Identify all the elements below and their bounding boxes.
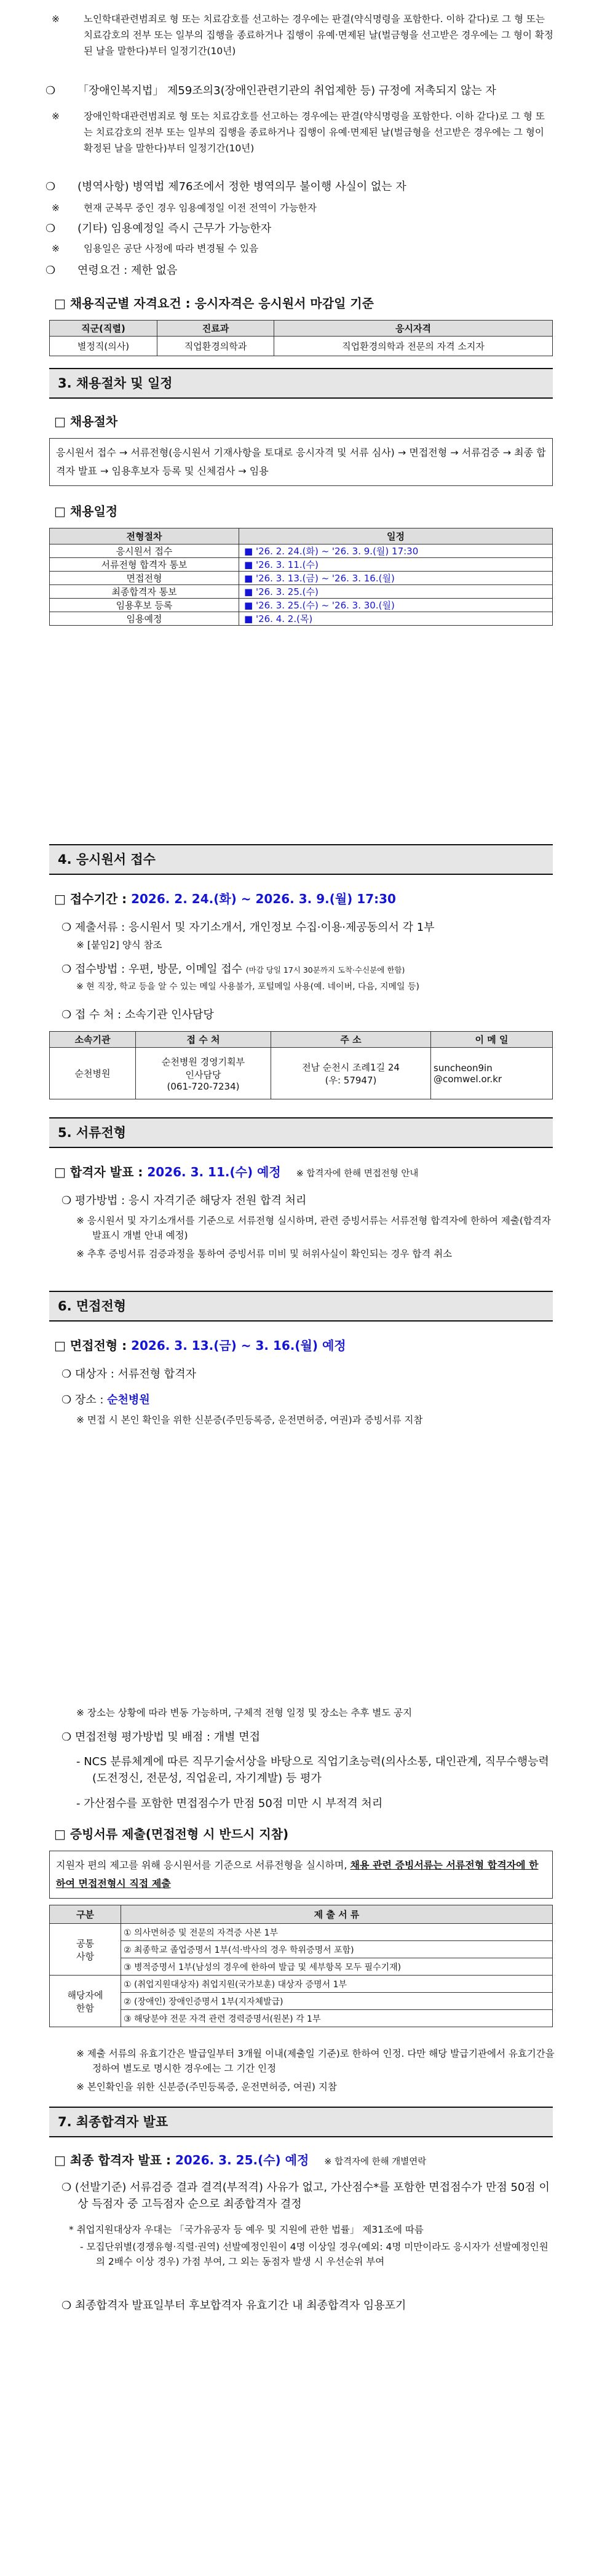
table-row <box>50 585 553 599</box>
table-row <box>50 2010 553 2027</box>
section-5-header: 5. 서류전형 <box>49 1117 553 1148</box>
proof-group-label-line: 한함 <box>76 2002 94 2014</box>
table-header: 주 소 <box>271 1032 431 1048</box>
interview-label: □ 면접전형 : <box>54 1338 132 1353</box>
method-text: ❍ 접수방법 : 우편, 방문, 이메일 접수 <box>61 963 243 976</box>
schedule-date-cell <box>239 572 553 585</box>
age-item <box>46 262 553 279</box>
bullet-icon: ■ <box>244 600 256 611</box>
process-box: 응시원서 접수 → 서류전형(응시원서 기재사항을 토대로 응시자격 및 서류 심사) → 면접전형 → 서류검증 → 최종 합격자 발표 → 임용후보자 등록 및 신체검사 → 임용 <box>49 438 553 486</box>
veteran-note: * 취업지원대상자 우대는 「국가유공자 등 예우 및 지원에 관한 법률」 제31조에 따름 <box>69 2224 424 2235</box>
schedule-date-cell <box>239 585 553 599</box>
appointment-note <box>52 241 553 256</box>
proof-item: ② 최종학교 졸업증명서 1부(석·박사의 경우 학위증명서 포함) <box>121 1941 553 1958</box>
result-label: □ 합격자 발표 : <box>54 1165 148 1179</box>
elder-abuse-note: ※ 노인학대관련범죄로 형 또는 치료감호를 선고하는 경우에는 판결(약식명령을 포함한다. 이하 같다)로 그 형 또는 치료감호의 전부 또는 일부의 집행을 종료하거나 집행이 유예·면제된 날(벌금형을 선고받은 경우에는 그 형이 확정된 날을 말한다)부터 일정기간(10년) <box>52 14 553 57</box>
venue-label: ❍ 장소 : <box>61 1394 108 1406</box>
section-4-header: 4. 응시원서 접수 <box>49 844 553 875</box>
target-item: ❍ 대상자 : 서류전형 합격자 <box>61 1368 196 1381</box>
table-row <box>50 612 553 626</box>
proof-table <box>49 1905 553 2027</box>
disability-law-text: ❍ 「장애인복지법」 제59조의3(장애인관련기관의 취업제한 등) 규정에 저촉되지 않는 자 <box>46 84 496 97</box>
table-row <box>50 1976 553 1993</box>
availability-text: ❍ (기타) 임용예정일 즉시 근무가 가능한자 <box>46 222 272 235</box>
selection-criteria: ❍ (선발기준) 서류검증 결과 결격(부적격) 사유가 없고, 가산점수*를 포함한 면접점수가 만점 50점 이상 득점자 중 고득점자 순으로 최종합격자 결정 <box>61 2181 550 2211</box>
proof-box <box>49 1851 553 1899</box>
doc-note-2: ※ 추후 증빙서류 검증과정을 통하여 증빙서류 미비 및 허위사실이 확인되는 경우 합격 취소 <box>76 1248 453 1259</box>
table-row <box>50 558 553 572</box>
military-text: ❍ (병역사항) 병역법 제76조에서 정한 병역의무 불이행 사실이 없는 자 <box>46 180 406 193</box>
proof-note-2: ※ 본인확인을 위한 신분증(주민등록증, 운전면허증, 여권) 지참 <box>76 2081 337 2092</box>
table-header: 구분 <box>50 1905 121 1924</box>
final-label: □ 최종 합격자 발표 : <box>54 2153 175 2167</box>
table-row <box>50 1993 553 2010</box>
final-result <box>54 2151 558 2171</box>
method-item <box>61 961 560 978</box>
venue-change-note: ※ 장소는 상황에 따라 변동 가능하며, 구체적 전형 일정 및 장소는 추후 별도 공지 <box>76 1707 413 1718</box>
table-row <box>50 544 553 558</box>
military-note-text: ※ 현재 군복무 중인 경우 임용예정일 이전 전역이 가능한자 <box>52 202 317 213</box>
dept-cell <box>136 1048 271 1099</box>
schedule-date: '26. 4. 2.(목) <box>255 613 313 624</box>
table-header-row <box>50 528 553 544</box>
proof-group-label <box>50 1924 121 1976</box>
bullet-icon: ■ <box>244 546 256 557</box>
interview-period <box>54 1336 346 1355</box>
eligibility-list <box>52 11 553 59</box>
dept-line: (061-720-7234) <box>167 1080 240 1092</box>
schedule-table <box>49 528 553 626</box>
final-note: ※ 합격자에 한해 개별연락 <box>324 2157 427 2167</box>
interview-eval-cutoff: - 가산점수를 포함한 면접점수가 만점 50점 미만 시 부적격 처리 <box>76 1797 383 1810</box>
section-6-header: 6. 면접전형 <box>49 1291 553 1322</box>
bullet-icon: ■ <box>244 586 256 597</box>
military-item <box>46 178 553 195</box>
table-header-row <box>50 1905 553 1924</box>
military-note <box>52 201 553 215</box>
schedule-step: 서류전형 합격자 통보 <box>50 558 239 572</box>
table-header: 접 수 처 <box>136 1032 271 1048</box>
proof-box-emphasis: 채용 관련 증빙서류는 서류전형 합격자에 한하여 면접전형시 직접 제출 <box>56 1859 539 1889</box>
availability-item <box>46 220 553 237</box>
qualification-title: □ 채용직군별 자격요건 : 응시자격은 응시원서 마감일 기준 <box>54 296 374 311</box>
section-7-header: 7. 최종합격자 발표 <box>49 2107 553 2137</box>
bullet-icon: ■ <box>244 573 256 584</box>
section-3-header: 3. 채용절차 및 일정 <box>49 368 553 399</box>
interview-eval-ncs: - NCS 분류체계에 따른 직무기술서상을 바탕으로 직업기초능력(의사소통, 대인관계, 직무수행능력(도전정신, 전문성, 직업윤리, 자기계발) 등 평가 <box>76 1755 549 1785</box>
table-row <box>50 1048 553 1099</box>
email-cell[interactable] <box>431 1048 553 1099</box>
table-header: 제 출 서 류 <box>121 1905 553 1924</box>
table-row <box>50 1941 553 1958</box>
disability-abuse-text: ※ 장애인학대관련범죄로 형 또는 치료감호를 선고하는 경우에는 판결(약식명령을 포함한다. 이하 같다)로 그 형 또는 치료감호의 전부 또는 일부의 집행을 종료하거나 집행이 유예·면제된 날(벌금형을 선고받은 경우에는 그 형이 확정된 날을 말한다)부터 일정기간(10년) <box>52 111 545 154</box>
docs-item: ❍ 제출서류 : 응시원서 및 자기소개서, 개인정보 수집·이용·제공동의서 각 1부 <box>61 921 435 934</box>
table-row <box>50 337 553 356</box>
appointment-note-text: ※ 임용일은 공단 사정에 따라 변경될 수 있음 <box>52 243 259 254</box>
period-label: □ 접수기간 : <box>54 891 132 906</box>
final-value: 2026. 3. 25.(수) 예정 <box>175 2153 309 2167</box>
table-header: 일정 <box>239 528 553 544</box>
table-header: 진료과 <box>157 321 274 337</box>
docs-note: ※ [붙임2] 양식 참조 <box>76 939 162 951</box>
schedule-step: 임용예정 <box>50 612 239 626</box>
schedule-title: □ 채용일정 <box>54 504 118 519</box>
schedule-step: 최종합격자 통보 <box>50 585 239 599</box>
application-period <box>54 890 396 908</box>
method-condition: (마감 당일 17시 30분까지 도착·수신분에 한함) <box>245 965 405 975</box>
table-row <box>50 1958 553 1976</box>
proof-item: ② (장애인) 장애인증명서 1부(지자체발급) <box>121 1993 553 2010</box>
schedule-step: 면접전형 <box>50 572 239 585</box>
table-header: 소속기관 <box>50 1032 136 1048</box>
table-cell: 직업환경의학과 전문의 자격 소지자 <box>274 337 553 356</box>
proof-box-text: 지원자 편의 제고를 위해 응시원서를 기준으로 서류전형을 실시하며, <box>56 1859 351 1871</box>
disability-law-item <box>46 82 553 99</box>
bonus-note: - 모집단위별(경쟁유형·직렬·권역) 선발예정인원이 4명 이상일 경우(예외: 4명 미만이라도 응시자가 선발예정인원의 2배수 이상 경우) 가점 부여, 그 외는 동점자 발생 시 우선순위 부여 <box>80 2241 549 2267</box>
schedule-date: '26. 3. 11.(수) <box>255 559 319 570</box>
table-cell: 별정직(의사) <box>50 337 157 356</box>
dept-line: 순천병원 경영기획부 <box>161 1056 245 1067</box>
proof-item: ① 의사면허증 및 전문의 자격증 사본 1부 <box>121 1924 553 1941</box>
proof-title: □ 증빙서류 제출(면접전형 시 반드시 지참) <box>54 1827 289 1841</box>
place-item: ❍ 접 수 처 : 소속기관 인사담당 <box>61 1008 214 1021</box>
address-line: 전남 순천시 조례1길 24 <box>302 1061 400 1073</box>
bullet-icon: ■ <box>244 613 256 624</box>
doc-result <box>54 1163 558 1183</box>
schedule-date: '26. 3. 25.(수) <box>255 586 319 597</box>
email-line[interactable]: @comwel.or.kr <box>434 1073 502 1085</box>
proof-item: ③ 병적증명서 1부(남성의 경우에 한하여 발급 및 세부항목 모두 필수기재) <box>121 1958 553 1976</box>
contact-table <box>49 1031 553 1099</box>
proof-note-1: ※ 제출 서류의 유효기간은 발급일부터 3개월 이내(제출일 기준)로 한하여 인정. 다만 해당 발급기관에서 유효기간을 정하여 별도로 명시한 경우에는 그 기간 인정 <box>76 2048 555 2074</box>
table-row <box>50 1924 553 1941</box>
age-text: ❍ 연령요건 : 제한 없음 <box>46 264 178 277</box>
schedule-date-cell <box>239 599 553 612</box>
qualification-table <box>49 320 553 356</box>
id-note: ※ 면접 시 본인 확인을 위한 신분증(주민등록증, 운전면허증, 여권)과 증빙서류 지참 <box>76 1414 423 1426</box>
schedule-step: 임용후보 등록 <box>50 599 239 612</box>
method-note: ※ 현 직장, 학교 등을 알 수 있는 메일 사용불가, 포털메일 사용(예. 네이버, 다음, 지메일 등) <box>76 982 419 992</box>
table-header: 이 메 일 <box>431 1032 553 1048</box>
proof-item: ③ 해당분야 전문 자격 관련 경력증명서(원본) 각 1부 <box>121 2010 553 2027</box>
proof-group-label-line: 공통 <box>76 1937 94 1949</box>
schedule-date-cell <box>239 558 553 572</box>
table-row <box>50 572 553 585</box>
result-value: 2026. 3. 11.(수) 예정 <box>147 1165 281 1179</box>
interview-eval-item: ❍ 면접전형 평가방법 및 배점 : 개별 면접 <box>61 1731 261 1744</box>
schedule-date-cell <box>239 612 553 626</box>
table-header-row <box>50 321 553 337</box>
bullet-icon: ■ <box>244 559 256 570</box>
table-cell: 직업환경의학과 <box>157 337 274 356</box>
result-note: ※ 합격자에 한해 면접전형 안내 <box>296 1169 419 1179</box>
dept-line: 인사담당 <box>185 1069 221 1080</box>
table-header-row <box>50 1032 553 1048</box>
org-cell: 순천병원 <box>50 1048 136 1099</box>
table-row <box>50 599 553 612</box>
address-line: (우: 57947) <box>325 1074 377 1086</box>
interview-value: 2026. 3. 13.(금) ~ 3. 16.(월) 예정 <box>131 1338 346 1353</box>
address-cell <box>271 1048 431 1099</box>
proof-group-label-line: 사항 <box>76 1950 94 1962</box>
doc-note-1: ※ 응시원서 및 자기소개서를 기준으로 서류전형 실시하며, 관련 증빙서류는 서류전형 합격자에 한하여 제출(합격자 발표시 개별 안내 예정) <box>76 1215 551 1241</box>
email-line[interactable]: suncheon9in <box>434 1062 493 1074</box>
schedule-date: '26. 2. 24.(화) ~ '26. 3. 9.(월) 17:30 <box>255 546 419 557</box>
disability-abuse-note <box>52 108 553 156</box>
table-header: 직군(직렬) <box>50 321 157 337</box>
process-title: □ 채용절차 <box>54 414 118 429</box>
schedule-step: 응시원서 접수 <box>50 544 239 558</box>
table-header: 전형절차 <box>50 528 239 544</box>
venue-item <box>61 1392 150 1408</box>
schedule-date: '26. 3. 13.(금) ~ '26. 3. 16.(월) <box>255 573 395 584</box>
proof-item: ① (취업지원대상자) 취업지원(국가보훈) 대상자 증명서 1부 <box>121 1976 553 1993</box>
venue-value: 순천병원 <box>107 1394 150 1406</box>
waitlist-item: ❍ 최종합격자 발표일부터 후보합격자 유효기간 내 최종합격자 임용포기 <box>61 2299 406 2312</box>
table-header: 응시자격 <box>274 321 553 337</box>
proof-group-label <box>50 1976 121 2027</box>
eval-item: ❍ 평가방법 : 응시 자격기준 해당자 전원 합격 처리 <box>61 1194 307 1207</box>
schedule-date: '26. 3. 25.(수) ~ '26. 3. 30.(월) <box>255 600 395 611</box>
schedule-date-cell <box>239 544 553 558</box>
period-value: 2026. 2. 24.(화) ~ 2026. 3. 9.(월) 17:30 <box>131 891 396 906</box>
proof-group-label-line: 해당자에 <box>67 1989 103 2001</box>
